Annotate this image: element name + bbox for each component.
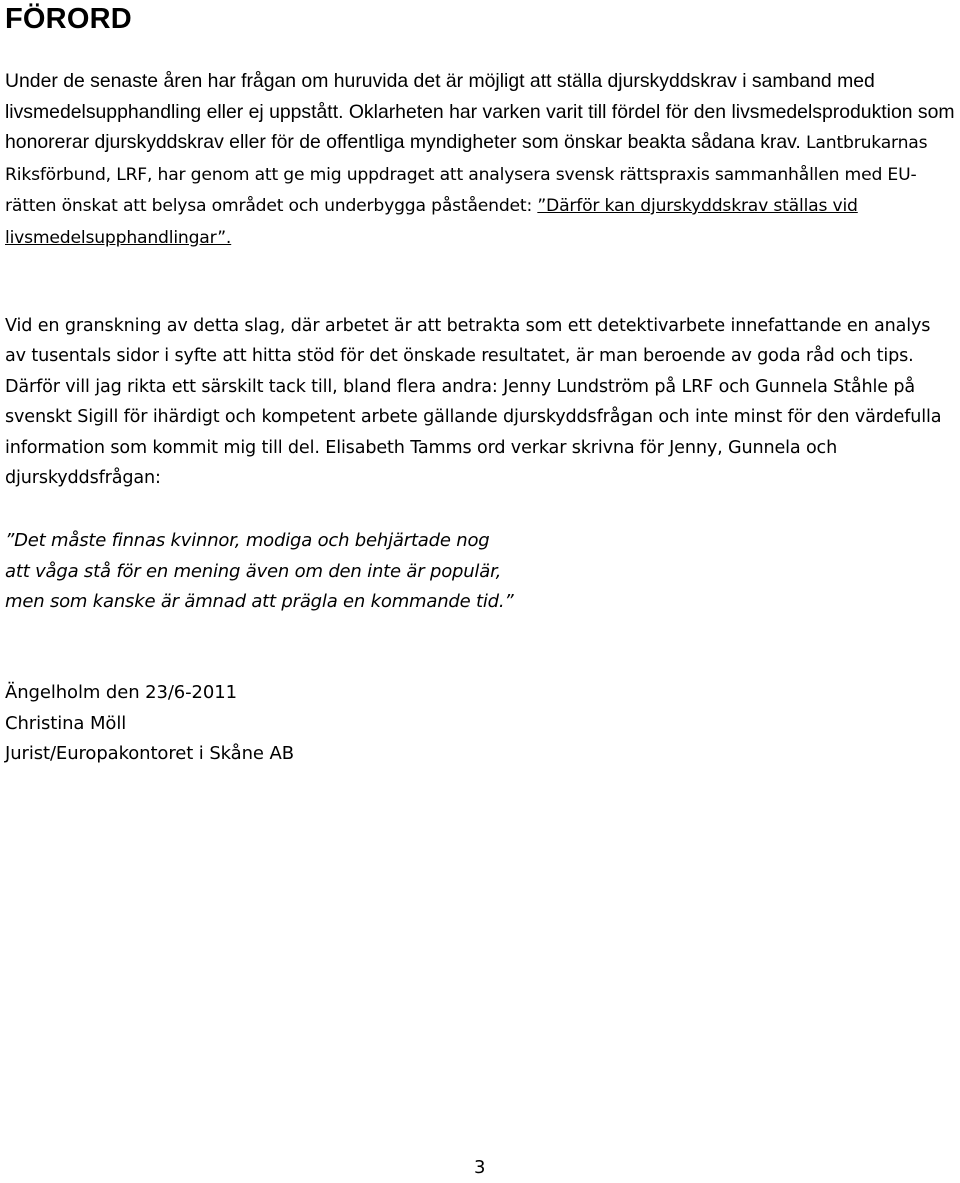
page-title: FÖRORD (5, 3, 132, 35)
signature-block (5, 678, 294, 770)
quote-block (5, 526, 514, 618)
acknowledgement-paragraph: Vid en granskning av detta slag, där arbetet är att betrakta som ett detektivarbete innefattande en analys av tusentals sidor i syfte att hitta stöd för det önskade resultatet, är man beroende av goda råd och tips. Därför vill jag rikta ett särskilt tack till, bland flera andra: Jenny Lundström på LRF och Gunnela Ståhle på svenskt Sigill för ihärdigt och kompetent arbete gällande djurskyddsfrågan och inte minst för den värdefulla information som kommit mig till del. Elisabeth Tamms ord verkar skrivna för Jenny, Gunnela och djurskyddsfrågan: (5, 316, 942, 489)
signature-place-date: Ängelholm den 23/6-2011 (5, 682, 237, 703)
intro-paragraph-part2-text: Lantbrukarnas Riksförbund, LRF, har genom att ge mig uppdraget att analysera svensk rättspraxis sammanhållen med EU-rätten önskat att belysa området och underbygga påståendet: (5, 133, 928, 216)
intro-paragraph-part1: Under de senaste åren har frågan om huruvida det är möjligt att ställa djurskyddskrav i samband med livsmedelsupphandling eller ej uppstått. Oklarheten har varken varit till fördel för den livsmedelsproduktion som honorerar djurskyddskrav eller för de offentliga myndigheter som önskar beakta sådana krav. (5, 70, 955, 153)
intro-paragraph (5, 66, 955, 253)
underlined-claim: ”Därför kan djurskyddskrav ställas vid livsmedelsupphandlingar”. (5, 196, 858, 248)
quote-line-1: ”Det måste finnas kvinnor, modiga och behjärtade nog (5, 530, 490, 551)
quote-line-3: men som kanske är ämnad att prägla en kommande tid.” (5, 591, 514, 612)
quote-line-2: att våga stå för en mening även om den inte är populär, (5, 560, 502, 582)
signature-title: Jurist/Europakontoret i Skåne AB (5, 743, 294, 764)
page-number: 3 (474, 1157, 486, 1178)
signature-name: Christina Möll (5, 712, 127, 734)
